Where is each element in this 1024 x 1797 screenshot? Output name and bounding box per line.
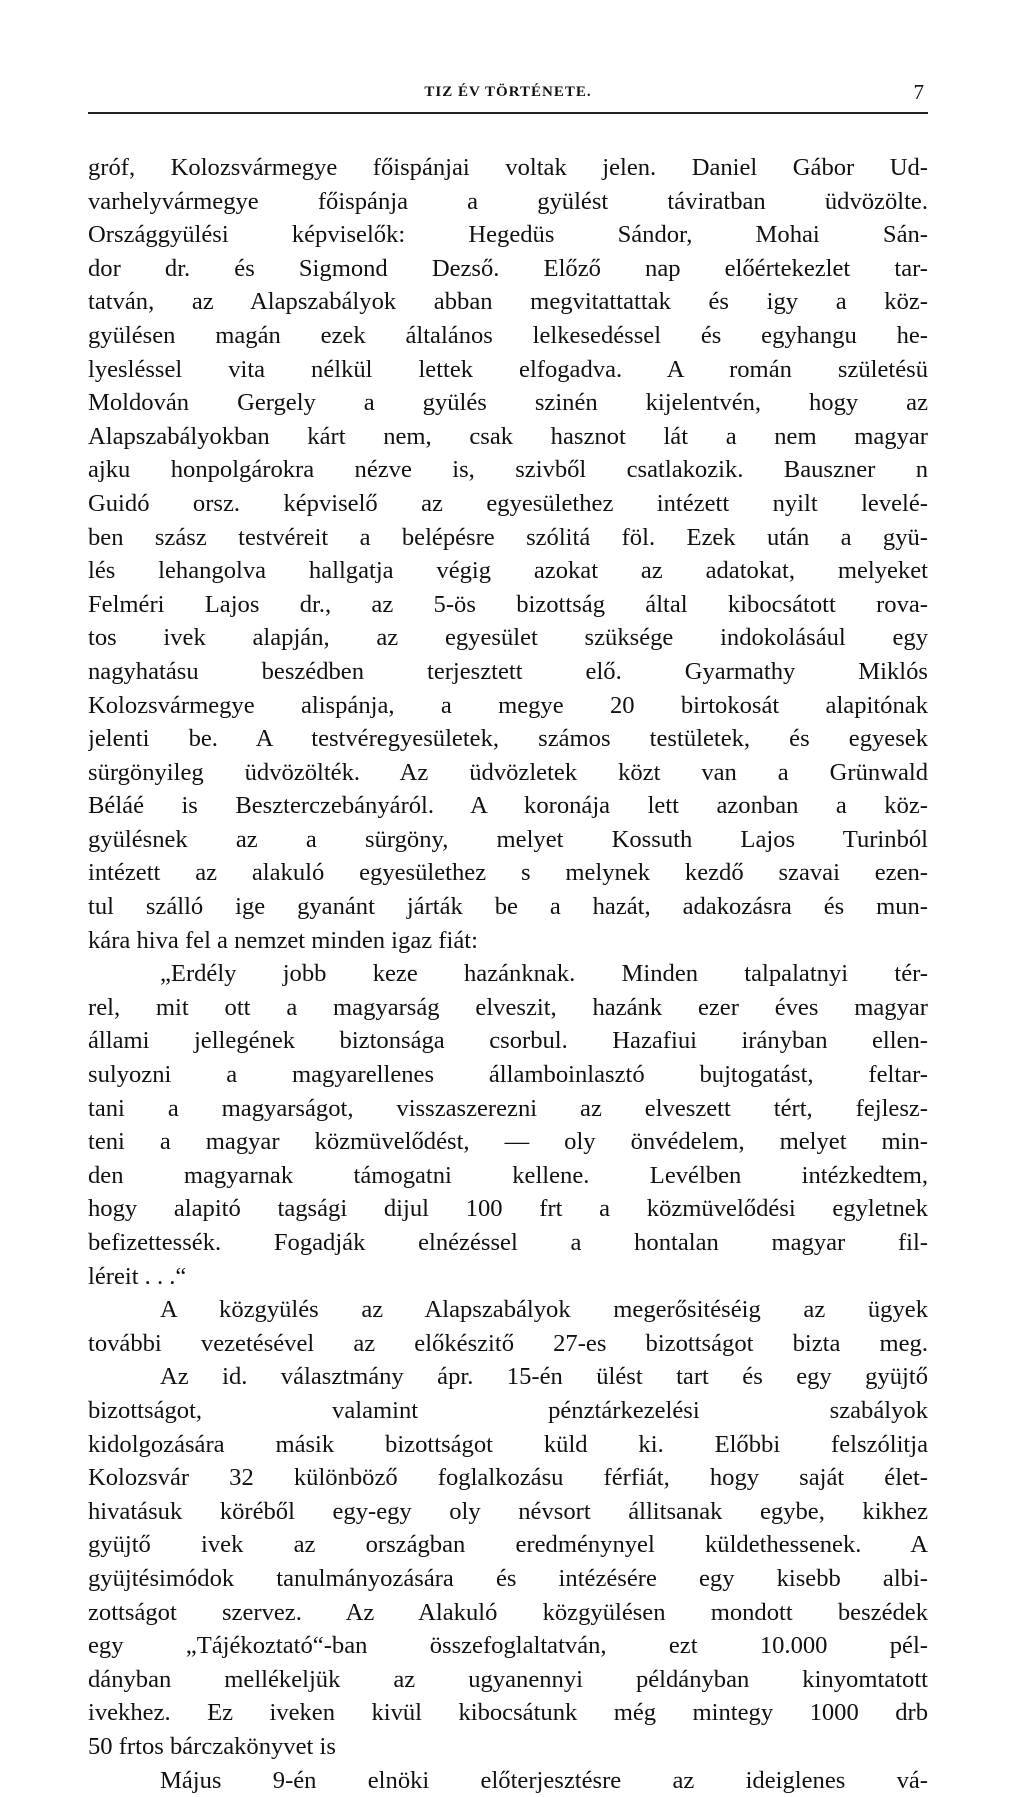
text-line: gyülésen magán ezek általános lelkesedéssel és egyhangu he- — [88, 319, 928, 353]
text-line: rel, mit ott a magyarság elveszit, hazánk ezer éves magyar — [88, 991, 928, 1025]
text-line: befizettessék. Fogadják elnézéssel a hontalan magyar fil- — [88, 1226, 928, 1260]
text-line: teni a magyar közmüvelődést, — oly önvédelem, melyet min- — [88, 1125, 928, 1159]
text-line: léreit . . .“ — [88, 1260, 928, 1294]
text-line: sulyozni a magyarellenes államboinlasztó bujtogatást, feltar- — [88, 1058, 928, 1092]
text-line: Május 9-én elnöki előterjesztésre az ideiglenes vá- — [88, 1764, 928, 1797]
page-header — [88, 78, 928, 114]
text-line: dor dr. és Sigmond Dezső. Előző nap előértekezlet tar- — [88, 252, 928, 286]
text-line: ivekhez. Ez iveken kivül kibocsátunk még mintegy 1000 drb — [88, 1696, 928, 1730]
text-line: zottságot szervez. Az Alakuló közgyülésen mondott beszédek — [88, 1596, 928, 1630]
text-line: állami jellegének biztonsága csorbul. Hazafiui irányban ellen- — [88, 1024, 928, 1058]
text-line: nagyhatásu beszédben terjesztett elő. Gyarmathy Miklós — [88, 655, 928, 689]
running-title: TIZ ÉV TÖRTÉNETE. — [88, 84, 928, 101]
text-line: jelenti be. A testvéregyesületek, számos testületek, és egyesek — [88, 722, 928, 756]
text-line: Alapszabályokban kárt nem, csak hasznot lát a nem magyar — [88, 420, 928, 454]
text-line: Az id. választmány ápr. 15-én ülést tart és egy gyüjtő — [88, 1360, 928, 1394]
text-line: Országgyülési képviselők: Hegedüs Sándor, Mohai Sán- — [88, 218, 928, 252]
text-line: varhelyvármegye főispánja a gyülést táviratban üdvözölte. — [88, 185, 928, 219]
text-line: ben szász testvéreit a belépésre szólitá föl. Ezek után a gyü- — [88, 521, 928, 555]
text-line: „Erdély jobb keze hazánknak. Minden talpalatnyi tér- — [88, 957, 928, 991]
text-line: hogy alapitó tagsági dijul 100 frt a közmüvelődési egyletnek — [88, 1192, 928, 1226]
text-line: lés lehangolva hallgatja végig azokat az adatokat, melyeket — [88, 554, 928, 588]
text-line: Felméri Lajos dr., az 5-ös bizottság által kibocsátott rova- — [88, 588, 928, 622]
text-line: den magyarnak támogatni kellene. Levélben intézkedtem, — [88, 1159, 928, 1193]
text-line: gyülésnek az a sürgöny, melyet Kossuth Lajos Turinból — [88, 823, 928, 857]
page-number: 7 — [914, 80, 925, 105]
text-line: bizottságot, valamint pénztárkezelési szabályok — [88, 1394, 928, 1428]
text-line: Kolozsvár 32 különböző foglalkozásu férfiát, hogy saját élet- — [88, 1461, 928, 1495]
text-line: gyüjtésimódok tanulmányozására és intézésére egy kisebb albi- — [88, 1562, 928, 1596]
text-line: gróf, Kolozsvármegye főispánjai voltak jelen. Daniel Gábor Ud- — [88, 151, 928, 185]
text-line: tatván, az Alapszabályok abban megvitattattak és igy a köz- — [88, 285, 928, 319]
text-line: intézett az alakuló egyesülethez s melynek kezdő szavai ezen- — [88, 856, 928, 890]
text-line: sürgönyileg üdvözölték. Az üdvözletek közt van a Grünwald — [88, 756, 928, 790]
text-line: Kolozsvármegye alispánja, a megye 20 birtokosát alapitónak — [88, 689, 928, 723]
text-line: lyesléssel vita nélkül lettek elfogadva. A román születésü — [88, 353, 928, 387]
text-line: A közgyülés az Alapszabályok megerősitéséig az ügyek — [88, 1293, 928, 1327]
text-line: egy „Tájékoztató“-ban összefoglaltatván, ezt 10.000 pél- — [88, 1629, 928, 1663]
text-line: gyüjtő ivek az országban eredménynyel küldethessenek. A — [88, 1528, 928, 1562]
text-line: 50 frtos bárczakönyvet is — [88, 1730, 928, 1764]
text-line: kidolgozására másik bizottságot küld ki. Előbbi felszólitja — [88, 1428, 928, 1462]
text-line: kára hiva fel a nemzet minden igaz fiát: — [88, 924, 928, 958]
text-line: tul szálló ige gyanánt járták be a hazát, adakozásra és mun- — [88, 890, 928, 924]
text-line: Béláé is Beszterczebányáról. A koronája lett azonban a köz- — [88, 789, 928, 823]
text-line: további vezetésével az előkészitő 27-es bizottságot bizta meg. — [88, 1327, 928, 1361]
text-line: Guidó orsz. képviselő az egyesülethez intézett nyilt levelé- — [88, 487, 928, 521]
text-line: Moldován Gergely a gyülés szinén kijelentvén, hogy az — [88, 386, 928, 420]
text-line: ajku honpolgárokra nézve is, szivből csatlakozik. Bauszner n — [88, 453, 928, 487]
text-line: dányban mellékeljük az ugyanennyi példányban kinyomtatott — [88, 1663, 928, 1697]
body-text — [88, 151, 928, 1797]
text-line: hivatásuk köréből egy-egy oly névsort állitsanak egybe, kikhez — [88, 1495, 928, 1529]
text-line: tos ivek alapján, az egyesület szüksége indokolásául egy — [88, 621, 928, 655]
text-line: tani a magyarságot, visszaszerezni az elveszett tért, fejlesz- — [88, 1092, 928, 1126]
